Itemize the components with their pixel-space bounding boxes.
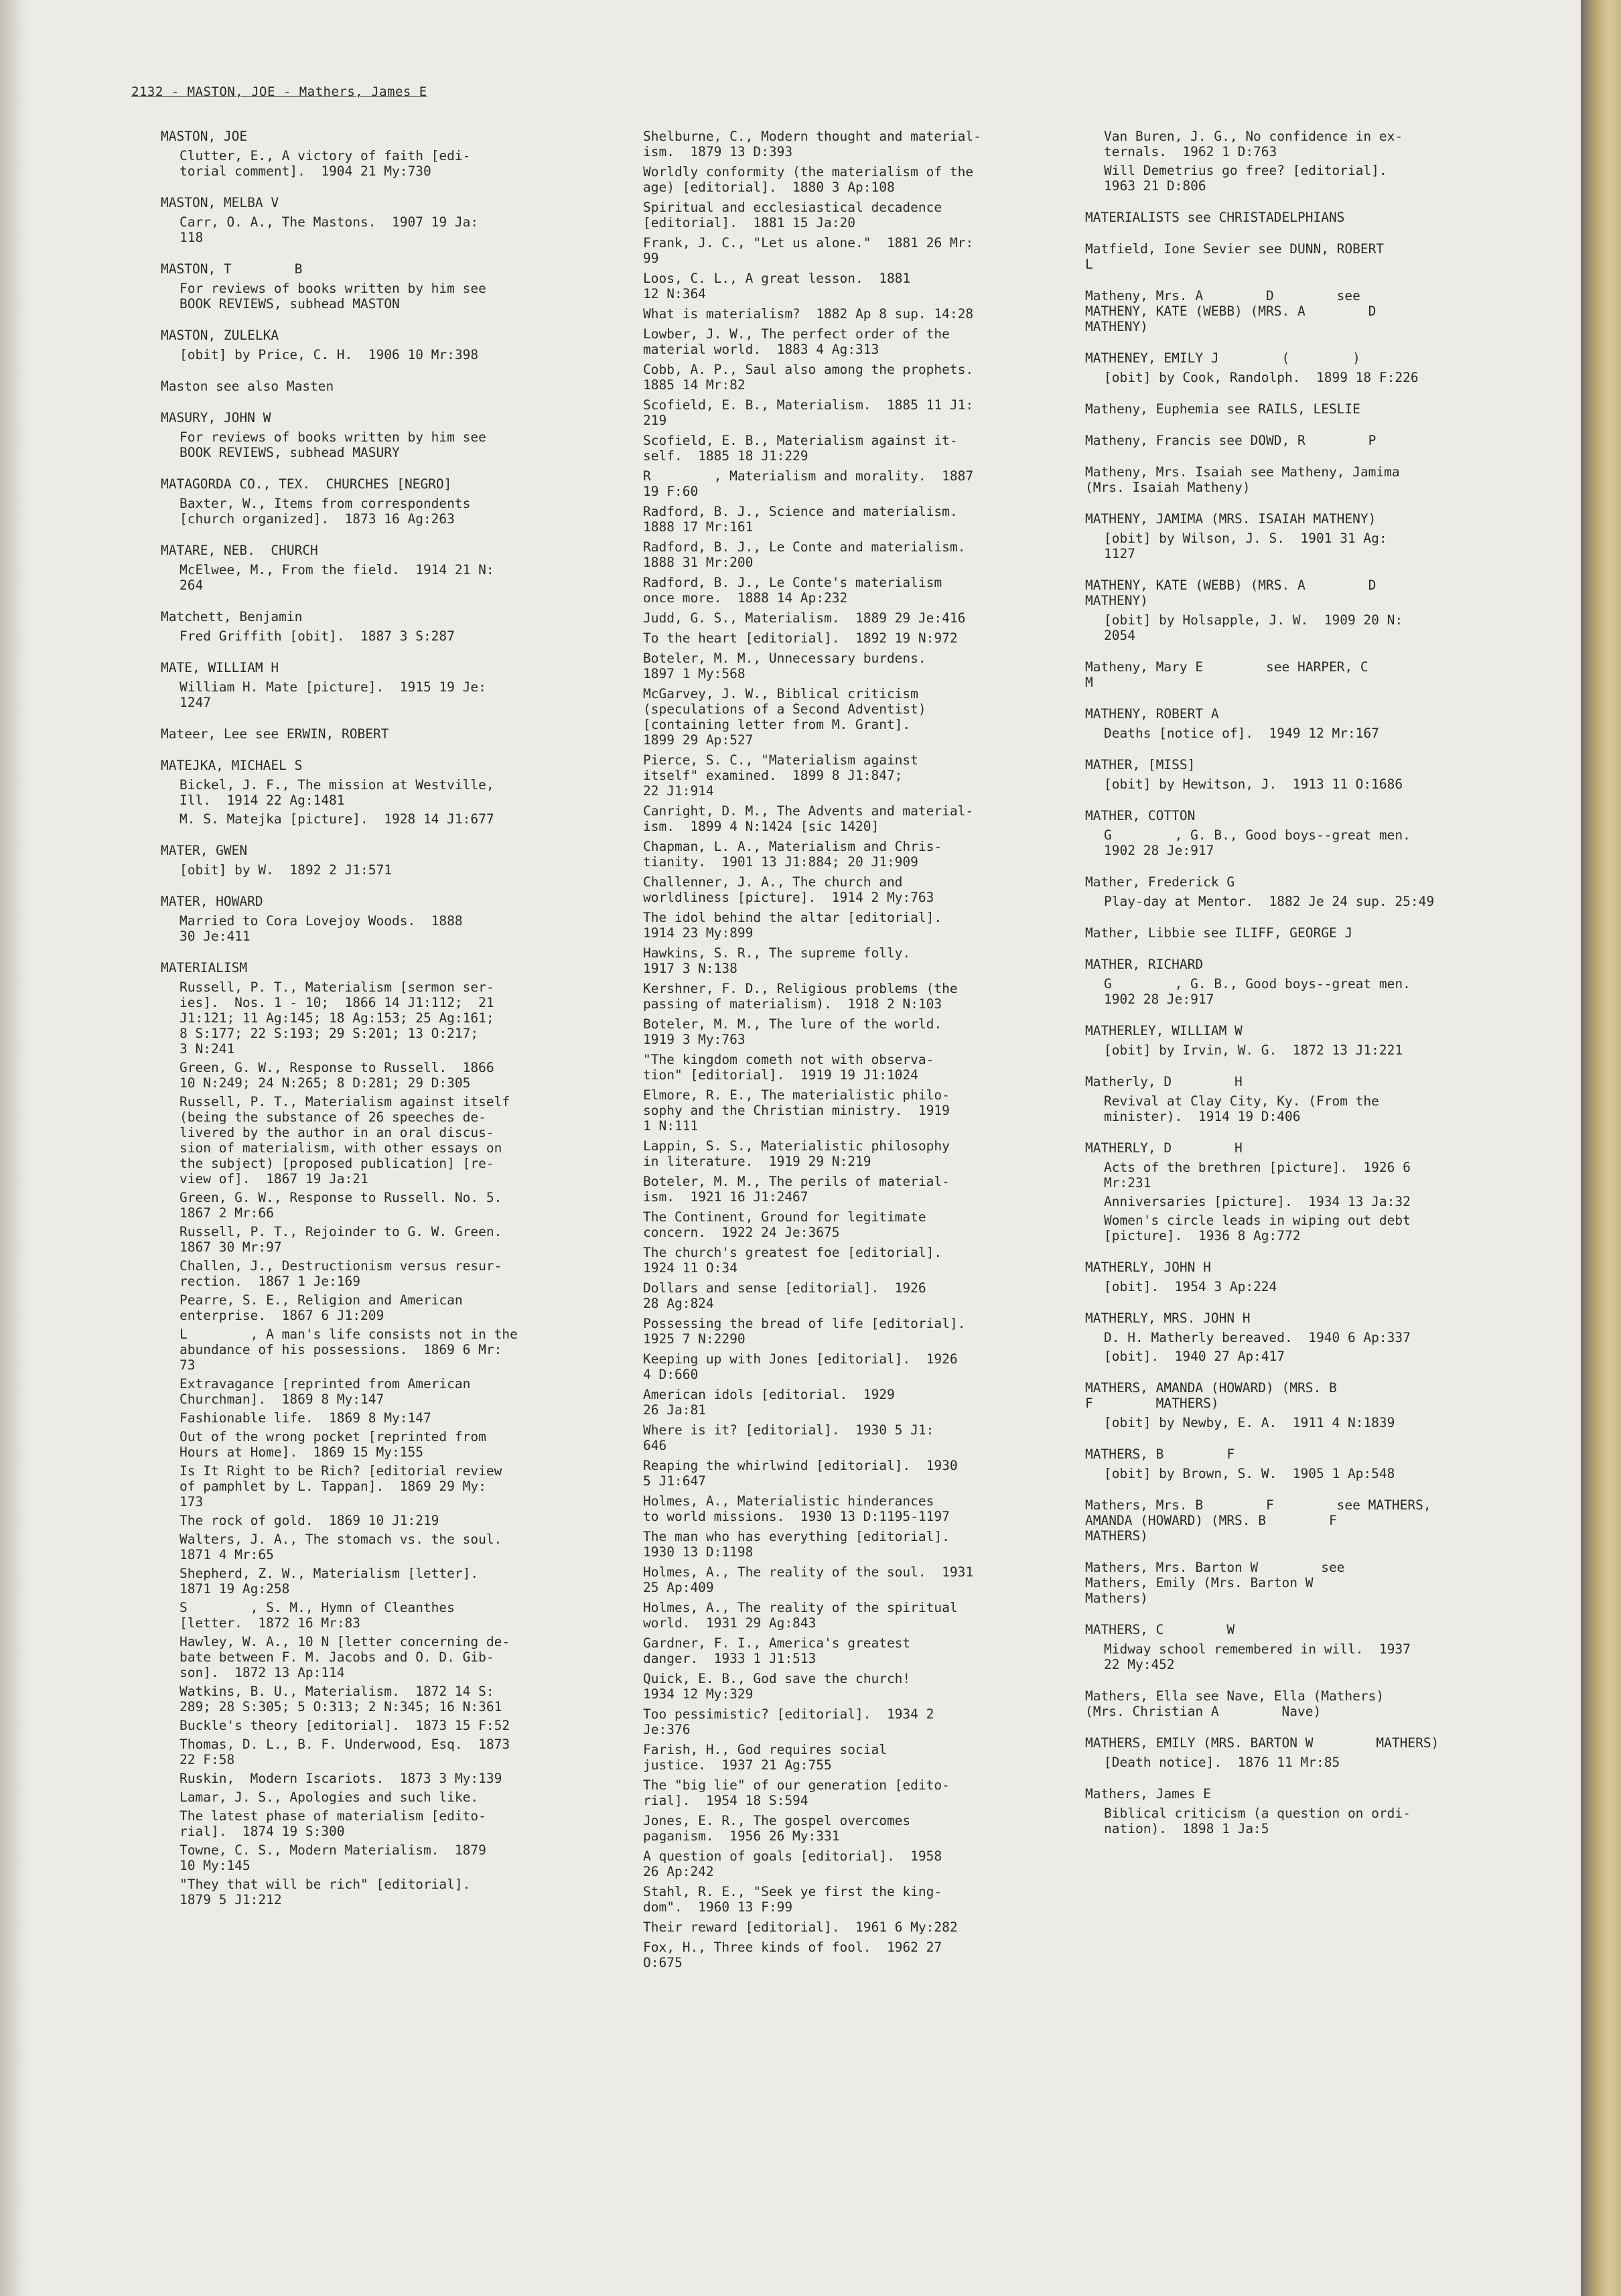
entry-reference: [obit] by Irvin, W. G. 1872 13 J1:221 <box>1104 1042 1403 1058</box>
entry-reference: Walters, J. A., The stomach vs. the soul. 1871 4 Mr:65 <box>180 1532 502 1562</box>
index-entry <box>161 758 630 827</box>
entry-reference: Reaping the whirlwind [editorial]. 1930 5 J1:647 <box>643 1458 958 1489</box>
entry-reference: Fox, H., Three kinds of fool. 1962 27 O:675 <box>643 1940 942 1970</box>
entry-reference: The rock of gold. 1869 10 J1:219 <box>180 1513 439 1528</box>
entry-heading: Matheny, Mrs. Isaiah see Matheny, Jamima (Mrs. Isaiah Matheny) <box>1085 464 1400 495</box>
index-entry <box>161 379 630 394</box>
entry-reference: Their reward [editorial]. 1961 6 My:282 <box>643 1919 958 1935</box>
entry-reference: Will Demetrius go free? [editorial]. 1963 21 D:806 <box>1104 163 1387 194</box>
entry-heading: MATER, HOWARD <box>161 894 263 909</box>
entry-reference: Shepherd, Z. W., Materialism [letter]. 1871 19 Ag:258 <box>180 1566 479 1597</box>
entry-reference: Lamar, J. S., Apologies and such like. <box>180 1789 479 1805</box>
entry-reference: Quick, E. B., God save the church! 1934 12 My:329 <box>643 1671 911 1702</box>
entry-reference: Possessing the bread of life [editorial]. 1925 7 N:2290 <box>643 1316 966 1347</box>
entry-reference: Thomas, D. L., B. F. Underwood, Esq. 1873 22 F:58 <box>180 1737 510 1767</box>
index-entry <box>161 129 630 179</box>
entry-heading: MATERIALISM <box>161 960 248 975</box>
entry-heading: Matherly, D H <box>1085 1074 1243 1089</box>
entry-reference: Baxter, W., Items from correspondents [church organized]. 1873 16 Ag:263 <box>180 496 471 527</box>
entry-heading: MATHERS, C W <box>1085 1622 1235 1637</box>
entry-reference: What is materialism? 1882 Ap 8 sup. 14:28 <box>643 306 974 322</box>
entry-heading: MATHENY, JAMIMA (MRS. ISAIAH MATHENY) <box>1085 511 1377 527</box>
entry-reference: Out of the wrong pocket [reprinted from Hours at Home]. 1869 15 My:155 <box>180 1429 486 1460</box>
entry-reference: McGarvey, J. W., Biblical criticism (speculations of a Second Adventist) [containing letter from M. Grant]. 1899 29 Ap:527 <box>643 686 926 748</box>
entry-reference: Lappin, S. S., Materialistic philosophy in literature. 1919 29 N:219 <box>643 1138 950 1169</box>
entry-heading: MATAGORDA CO., TEX. CHURCHES [NEGRO] <box>161 476 452 492</box>
entry-reference: For reviews of books written by him see BOOK REVIEWS, subhead MASTON <box>180 281 486 312</box>
entry-reference: [obit]. 1954 3 Ap:224 <box>1104 1279 1277 1294</box>
index-entry <box>1085 578 1554 643</box>
entry-reference: Biblical criticism (a question on ordi- nation). 1898 1 Ja:5 <box>1104 1806 1411 1836</box>
entry-heading: Matheny, Mrs. A D see MATHENY, KATE (WEBB) (MRS. A D MATHENY) <box>1085 288 1377 334</box>
entry-heading: MATHERS, EMILY (MRS. BARTON W MATHERS) <box>1085 1735 1439 1751</box>
entry-heading: Matheny, Mary E see HARPER, C M <box>1085 659 1368 690</box>
index-entry <box>1085 1310 1554 1364</box>
entry-reference: Watkins, B. U., Materialism. 1872 14 S: 289; 28 S:305; 5 O:313; 2 N:345; 16 N:361 <box>180 1684 502 1714</box>
entry-heading: MASTON, ZULELKA <box>161 328 279 343</box>
entry-reference: Holmes, A., The reality of the spiritual world. 1931 29 Ag:843 <box>643 1600 958 1631</box>
entry-reference: The Continent, Ground for legitimate concern. 1922 24 Je:3675 <box>643 1209 926 1240</box>
entry-reference: The idol behind the altar [editorial]. 1914 23 My:899 <box>643 910 942 941</box>
index-entry <box>1085 433 1554 448</box>
entry-reference: G , G. B., Good boys--great men. 1902 28 Je:917 <box>1104 827 1411 858</box>
entry-reference: The latest phase of materialism [edito- rial]. 1874 19 S:300 <box>180 1808 486 1839</box>
entry-reference: Russell, P. T., Rejoinder to G. W. Green. 1867 30 Mr:97 <box>180 1224 502 1255</box>
column-right <box>1085 129 1554 1852</box>
entry-heading: MASTON, MELBA V <box>161 195 279 210</box>
entry-reference: Bickel, J. F., The mission at Westville, Ill. 1914 22 Ag:1481 <box>180 777 494 808</box>
entry-reference: Challenner, J. A., The church and worldliness [picture]. 1914 2 My:763 <box>643 874 934 905</box>
entry-reference: Kershner, F. D., Religious problems (the passing of materialism). 1918 2 N:103 <box>643 981 958 1012</box>
entry-reference: Is It Right to be Rich? [editorial review of pamphlet by L. Tappan]. 1869 29 My: 173 <box>180 1463 502 1509</box>
index-entry <box>1085 210 1554 225</box>
entry-heading: MATARE, NEB. CHURCH <box>161 543 318 558</box>
entry-heading: Mathers, James E <box>1085 1786 1211 1802</box>
entry-reference: R , Materialism and morality. 1887 19 F:60 <box>643 468 974 499</box>
entry-reference: Extravagance [reprinted from American Churchman]. 1869 8 My:147 <box>180 1376 471 1407</box>
entry-heading: MATHERS, B F <box>1085 1446 1235 1462</box>
entry-reference: Jones, E. R., The gospel overcomes paganism. 1956 26 My:331 <box>643 1813 911 1844</box>
entry-heading: Matheny, Euphemia see RAILS, LESLIE <box>1085 401 1360 417</box>
entry-reference: The "big lie" of our generation [edito- rial]. 1954 18 S:594 <box>643 1777 950 1808</box>
index-entry <box>161 543 630 593</box>
entry-reference: Clutter, E., A victory of faith [edi- torial comment]. 1904 21 My:730 <box>180 148 471 179</box>
entry-reference: Stahl, R. E., "Seek ye first the king- dom". 1960 13 F:99 <box>643 1884 942 1915</box>
entry-reference: Carr, O. A., The Mastons. 1907 19 Ja: 118 <box>180 214 479 245</box>
index-entry <box>161 894 630 944</box>
entry-reference: Deaths [notice of]. 1949 12 Mr:167 <box>1104 726 1379 741</box>
index-entry <box>1085 1786 1554 1836</box>
entry-reference: Worldly conformity (the materialism of the age) [editorial]. 1880 3 Ap:108 <box>643 164 974 195</box>
entry-reference: [obit] by Price, C. H. 1906 10 Mr:398 <box>180 347 479 362</box>
entry-heading: MASTON, T B <box>161 261 303 277</box>
entry-reference: A question of goals [editorial]. 1958 26 Ap:242 <box>643 1848 942 1879</box>
index-entry <box>1085 1140 1554 1243</box>
entry-reference: The man who has everything [editorial]. 1930 13 D:1198 <box>643 1529 950 1560</box>
entry-reference: Russell, P. T., Materialism against itself (being the substance of 26 speeches de- livered by the author in an oral discus- sion of materialism, with other essays on the subject) [proposed publication] [re- view of]. 1867 19 Ja:21 <box>180 1094 510 1187</box>
entry-reference: Loos, C. L., A great lesson. 1881 12 N:364 <box>643 271 911 301</box>
entry-heading: MATHENEY, EMILY J ( ) <box>1085 350 1360 366</box>
entry-heading: MATHERLEY, WILLIAM W <box>1085 1023 1243 1038</box>
entry-heading: Matheny, Francis see DOWD, R P <box>1085 433 1377 448</box>
entry-heading: MASURY, JOHN W <box>161 410 271 425</box>
index-entry <box>1085 288 1554 334</box>
entry-reference: The church's greatest foe [editorial]. 1924 11 O:34 <box>643 1245 942 1276</box>
page-header: 2132 - MASTON, JOE - Mathers, James E <box>131 84 427 99</box>
entry-reference: Midway school remembered in will. 1937 22 My:452 <box>1104 1641 1411 1672</box>
entry-reference: Challen, J., Destructionism versus resur- rection. 1867 1 Je:169 <box>180 1258 502 1289</box>
entry-reference: Boteler, M. M., Unnecessary burdens. 1897 1 My:568 <box>643 651 926 681</box>
index-entry <box>1085 1260 1554 1294</box>
entry-reference: McElwee, M., From the field. 1914 21 N: 264 <box>180 562 494 593</box>
entry-heading: MATEJKA, MICHAEL S <box>161 758 303 773</box>
index-entry <box>1085 874 1554 909</box>
entry-reference: S , S. M., Hymn of Cleanthes [letter. 1872 16 Mr:83 <box>180 1600 455 1631</box>
entry-reference: Dollars and sense [editorial]. 1926 28 Ag:824 <box>643 1280 926 1311</box>
entry-reference: Pearre, S. E., Religion and American enterprise. 1867 6 J1:209 <box>180 1292 463 1323</box>
entry-reference: D. H. Matherly bereaved. 1940 6 Ap:337 <box>1104 1330 1411 1345</box>
entry-heading: Mathers, Mrs. Barton W see Mathers, Emily (Mrs. Barton W Mathers) <box>1085 1560 1345 1606</box>
entry-heading: MATHER, COTTON <box>1085 808 1196 823</box>
entry-heading: Mathers, Ella see Nave, Ella (Mathers) (Mrs. Christian A Nave) <box>1085 1688 1385 1719</box>
index-entry <box>1085 1380 1554 1430</box>
entry-reference: Keeping up with Jones [editorial]. 1926 4 D:660 <box>643 1351 958 1382</box>
entry-reference: Buckle's theory [editorial]. 1873 15 F:52 <box>180 1718 510 1733</box>
entry-heading: Matfield, Ione Sevier see DUNN, ROBERT L <box>1085 241 1385 272</box>
entry-reference: [obit] by Hewitson, J. 1913 11 O:1686 <box>1104 776 1403 792</box>
index-entry <box>161 195 630 245</box>
entry-reference: Scofield, E. B., Materialism against it- self. 1885 18 J1:229 <box>643 433 958 464</box>
entry-heading: Mather, Frederick G <box>1085 874 1235 890</box>
entry-reference: Married to Cora Lovejoy Woods. 1888 30 Je:411 <box>180 913 463 944</box>
index-entry <box>1085 808 1554 858</box>
entry-heading: MATERIALISTS see CHRISTADELPHIANS <box>1085 210 1345 225</box>
entry-heading: MATE, WILLIAM H <box>161 660 279 675</box>
index-entry <box>1085 1497 1554 1544</box>
entry-reference: Ruskin, Modern Iscariots. 1873 3 My:139 <box>180 1771 502 1786</box>
index-entry <box>1085 706 1554 741</box>
entry-reference: Play-day at Mentor. 1882 Je 24 sup. 25:49 <box>1104 894 1435 909</box>
entry-reference: Judd, G. S., Materialism. 1889 29 Je:416 <box>643 610 966 626</box>
entry-reference: Lowber, J. W., The perfect order of the material world. 1883 4 Ag:313 <box>643 326 950 357</box>
index-entry <box>1085 957 1554 1007</box>
entry-reference: Radford, B. J., Le Conte and materialism. 1888 31 Mr:200 <box>643 539 966 570</box>
entry-reference: Radford, B. J., Science and materialism. 1888 17 Mr:161 <box>643 504 958 535</box>
entry-heading: MASTON, JOE <box>161 129 248 144</box>
entry-reference: Fashionable life. 1869 8 My:147 <box>180 1410 431 1426</box>
entry-heading: MATHERLY, JOHN H <box>1085 1260 1211 1275</box>
entry-heading: MATHERS, AMANDA (HOWARD) (MRS. B F MATHERS) <box>1085 1380 1337 1411</box>
entry-reference: Acts of the brethren [picture]. 1926 6 Mr:231 <box>1104 1160 1411 1191</box>
index-entry <box>1085 1622 1554 1672</box>
index-entry <box>1085 1560 1554 1606</box>
entry-reference: Pierce, S. C., "Materialism against itself" examined. 1899 8 J1:847; 22 J1:914 <box>643 752 918 799</box>
index-entry <box>1085 241 1554 272</box>
entry-reference: "They that will be rich" [editorial]. 1879 5 J1:212 <box>180 1877 471 1907</box>
entry-heading: Mateer, Lee see ERWIN, ROBERT <box>161 726 389 742</box>
index-entry <box>1085 129 1554 194</box>
entry-heading: Mather, Libbie see ILIFF, GEORGE J <box>1085 925 1353 941</box>
entry-reference: [obit]. 1940 27 Ap:417 <box>1104 1349 1285 1364</box>
entry-reference: Frank, J. C., "Let us alone." 1881 26 Mr: 99 <box>643 235 974 266</box>
index-entry <box>161 328 630 362</box>
entry-reference: Women's circle leads in wiping out debt [picture]. 1936 8 Ag:772 <box>1104 1213 1411 1243</box>
entry-reference: Hawkins, S. R., The supreme folly. 1917 3 N:138 <box>643 945 911 976</box>
entry-heading: MATHERLY, MRS. JOHN H <box>1085 1310 1251 1326</box>
entry-reference: To the heart [editorial]. 1892 19 N:972 <box>643 630 958 646</box>
entry-reference: G , G. B., Good boys--great men. 1902 28 Je:917 <box>1104 976 1411 1007</box>
index-entry <box>1085 1446 1554 1481</box>
index-entry <box>1085 757 1554 792</box>
entry-heading: Matchett, Benjamin <box>161 609 303 624</box>
index-entry <box>161 960 630 1907</box>
entry-reference: Holmes, A., The reality of the soul. 1931 25 Ap:409 <box>643 1564 974 1595</box>
index-entry <box>1085 1023 1554 1058</box>
entry-reference: M. S. Matejka [picture]. 1928 14 J1:677 <box>180 811 494 827</box>
index-entry <box>1085 925 1554 941</box>
entry-heading: MATHENY, ROBERT A <box>1085 706 1219 722</box>
entry-reference: Gardner, F. I., America's greatest danger. 1933 1 J1:513 <box>643 1635 911 1666</box>
entry-reference: Russell, P. T., Materialism [sermon ser- ies]. Nos. 1 - 10; 1866 14 J1:112; 21 J1:121; 11 Ag:145; 18 Ag:153; 25 Ag:161; 8 S:177; 22 S:193; 29 S:201; 13 O:217; 3 N:241 <box>180 980 494 1057</box>
entry-heading: MATHER, [MISS] <box>1085 757 1196 772</box>
entry-reference: [obit] by Brown, S. W. 1905 1 Ap:548 <box>1104 1466 1395 1481</box>
index-entry <box>1085 1074 1554 1124</box>
index-entry <box>1085 1735 1554 1770</box>
entry-reference: Where is it? [editorial]. 1930 5 J1: 646 <box>643 1422 934 1453</box>
entry-reference: Cobb, A. P., Saul also among the prophets. 1885 14 Mr:82 <box>643 362 974 393</box>
index-entry <box>1085 401 1554 417</box>
entry-reference: Chapman, L. A., Materialism and Chris- tianity. 1901 13 J1:884; 20 J1:909 <box>643 839 942 870</box>
column-left <box>161 129 630 1923</box>
entry-reference: [obit] by W. 1892 2 J1:571 <box>180 862 392 878</box>
entry-reference: [obit] by Newby, E. A. 1911 4 N:1839 <box>1104 1415 1395 1430</box>
index-entry <box>161 476 630 527</box>
entry-reference: [obit] by Holsapple, J. W. 1909 20 N: 2054 <box>1104 612 1403 643</box>
entry-heading: Mathers, Mrs. B F see MATHERS, AMANDA (HOWARD) (MRS. B F MATHERS) <box>1085 1497 1431 1544</box>
index-entry <box>1085 464 1554 495</box>
entry-heading: MATER, GWEN <box>161 843 248 858</box>
entry-reference: Boteler, M. M., The perils of material- ism. 1921 16 J1:2467 <box>643 1174 950 1205</box>
index-entry <box>161 660 630 710</box>
entry-reference: Radford, B. J., Le Conte's materialism once more. 1888 14 Ap:232 <box>643 575 942 606</box>
entry-reference: Revival at Clay City, Ky. (From the minister). 1914 19 D:406 <box>1104 1093 1379 1124</box>
entry-reference: Too pessimistic? [editorial]. 1934 2 Je:376 <box>643 1706 934 1737</box>
page-binding-shadow <box>0 0 27 2296</box>
entry-reference: Farish, H., God requires social justice. 1937 21 Ag:755 <box>643 1742 887 1773</box>
entry-reference: Anniversaries [picture]. 1934 13 Ja:32 <box>1104 1194 1411 1209</box>
entry-reference: [Death notice]. 1876 11 Mr:85 <box>1104 1755 1340 1770</box>
index-entry <box>1085 511 1554 561</box>
entry-reference: Van Buren, J. G., No confidence in ex- ternals. 1962 1 D:763 <box>1104 129 1403 159</box>
entry-reference: Green, G. W., Response to Russell. No. 5. 1867 2 Mr:66 <box>180 1190 502 1221</box>
entry-reference: American idols [editorial. 1929 26 Ja:81 <box>643 1387 895 1418</box>
entry-reference: For reviews of books written by him see BOOK REVIEWS, subhead MASURY <box>180 429 486 460</box>
entry-heading: MATHERLY, D H <box>1085 1140 1243 1156</box>
entry-reference: [obit] by Cook, Randolph. 1899 18 F:226 <box>1104 370 1419 385</box>
entry-heading: MATHER, RICHARD <box>1085 957 1204 972</box>
entry-reference: [obit] by Wilson, J. S. 1901 31 Ag: 1127 <box>1104 531 1387 561</box>
index-entry <box>161 726 630 742</box>
index-entry <box>161 609 630 644</box>
book-page-edge <box>1581 0 1621 2296</box>
entry-reference: Scofield, E. B., Materialism. 1885 11 J1: 219 <box>643 397 974 428</box>
entry-reference: Spiritual and ecclesiastical decadence [editorial]. 1881 15 Ja:20 <box>643 200 942 230</box>
index-entry <box>1085 1688 1554 1719</box>
entry-reference: Holmes, A., Materialistic hinderances to world missions. 1930 13 D:1195-1197 <box>643 1493 950 1524</box>
entry-reference: Fred Griffith [obit]. 1887 3 S:287 <box>180 628 455 644</box>
entry-reference: "The kingdom cometh not with observa- tion" [editorial]. 1919 19 J1:1024 <box>643 1052 934 1083</box>
index-entry <box>161 410 630 460</box>
entry-reference: Hawley, W. A., 10 N [letter concerning de- bate between F. M. Jacobs and O. D. Gib- son]. 1872 13 Ap:114 <box>180 1634 510 1680</box>
entry-reference: Elmore, R. E., The materialistic philo- sophy and the Christian ministry. 1919 1 N:111 <box>643 1087 950 1134</box>
index-entry <box>161 843 630 878</box>
index-entry <box>161 261 630 312</box>
entry-heading: Maston see also Masten <box>161 379 334 394</box>
entry-reference: William H. Mate [picture]. 1915 19 Je: 1247 <box>180 679 486 710</box>
entry-reference: Towne, C. S., Modern Materialism. 1879 10 My:145 <box>180 1842 486 1873</box>
entry-reference: Green, G. W., Response to Russell. 1866 10 N:249; 24 N:265; 8 D:281; 29 D:305 <box>180 1060 494 1091</box>
entry-reference: Boteler, M. M., The lure of the world. 1919 3 My:763 <box>643 1016 942 1047</box>
column-middle <box>643 129 1092 1975</box>
index-entry <box>1085 659 1554 690</box>
entry-reference: Canright, D. M., The Advents and material- ism. 1899 4 N:1424 [sic 1420] <box>643 803 974 834</box>
entry-heading: MATHENY, KATE (WEBB) (MRS. A D MATHENY) <box>1085 578 1377 608</box>
entry-reference: Shelburne, C., Modern thought and material- ism. 1879 13 D:393 <box>643 129 981 159</box>
index-entry <box>1085 350 1554 385</box>
entry-reference: L , A man's life consists not in the abundance of his possessions. 1869 6 Mr: 73 <box>180 1327 518 1373</box>
